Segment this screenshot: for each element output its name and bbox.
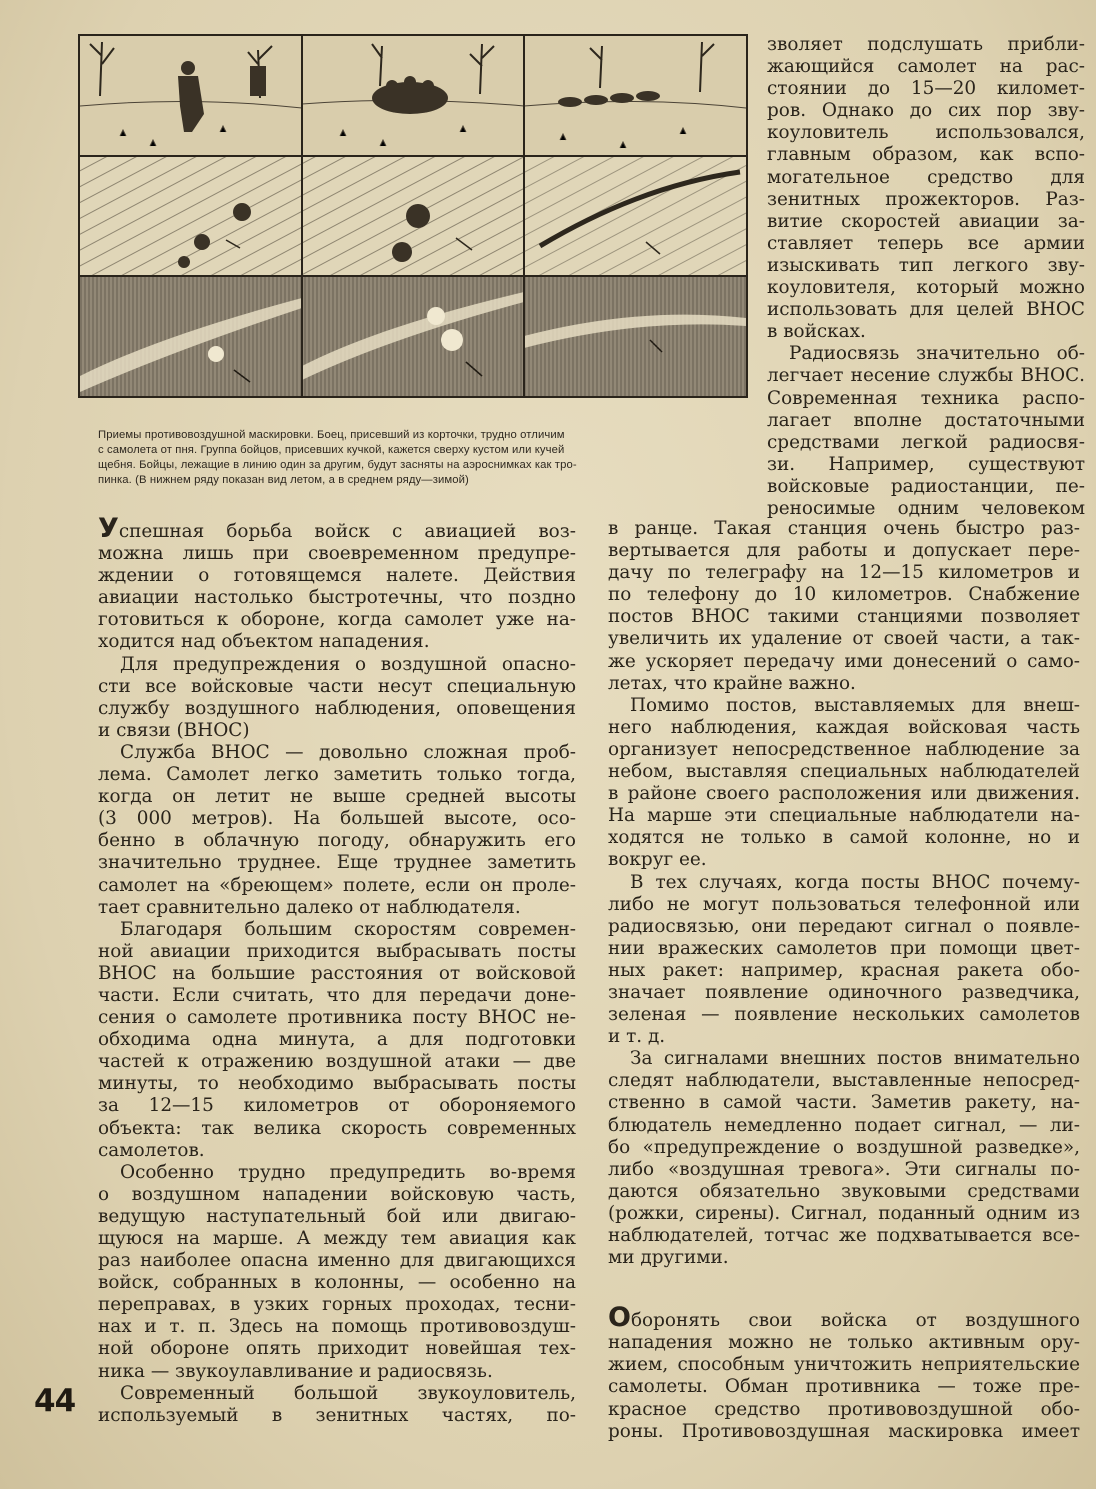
text-line: раз наиболее опасна именно для двигающихся: [98, 1250, 576, 1272]
text-line: можна лишь при своевременном предупре-: [98, 543, 576, 565]
text-line: вертывается для работы и допускает пере-: [608, 540, 1080, 562]
text-line: тает сравнительно далеко от наблюдателя.: [98, 896, 521, 918]
text-line: готовиться к обороне, когда самолет уже на-: [98, 609, 576, 631]
text-line: ных ракет: например, красная ракета обо-: [608, 959, 1080, 981]
text-line: зеленая — появление нескольких самолетов: [608, 1004, 1080, 1026]
text-line: в районе своего расположения или движения.: [608, 783, 1080, 805]
text-line: самолеты. Обман противника — тоже пре-: [608, 1376, 1080, 1398]
text-line: вокруг ее.: [608, 849, 707, 871]
page-number: 44: [34, 1383, 76, 1419]
text-line: В тех случаях, когда посты ВНОС почему-: [630, 871, 1080, 893]
text-line: роны. Противовоздушная маскировка имеет: [608, 1420, 1080, 1442]
text-line: ходятся не только в самой колонне, но и: [608, 827, 1080, 849]
text-line: используемый в зенитных частях, по-: [98, 1404, 576, 1426]
text-line: жием, способным уничтожить неприятельские: [608, 1354, 1080, 1376]
text-line: частей к отражению воздушной атаки — две: [98, 1051, 576, 1073]
text-line: использовать для целей ВНОС: [767, 299, 1085, 321]
text-line: (3 000 метров). На большей высоте, осо-: [98, 808, 576, 830]
text-line: летах, что крайне важно.: [608, 672, 856, 694]
text-line: Помимо постов, выставляемых для внеш-: [630, 694, 1080, 716]
text-line: службу воздушного наблюдения, оповещения: [98, 697, 576, 719]
text-line: лема. Самолет легко заметить только тогда,: [98, 764, 576, 786]
text-line: сения о самолете противника посту ВНОС не-: [98, 1007, 576, 1029]
text-line: блюдатель немедленно подает сигнал, — ли-: [608, 1114, 1080, 1136]
text-line: зенитных прожекторов. Раз-: [767, 188, 1085, 210]
text-line: Для предупреждения о воздушной опасно-: [120, 653, 576, 675]
text-line: по телефону до 10 километров. Снабжение: [608, 584, 1080, 606]
camouflage-illustration: [78, 34, 748, 398]
text-line: либо «воздушная тревога». Эти сигналы по-: [608, 1158, 1080, 1180]
text-line: небом, выставляя специальных наблюдателей: [608, 761, 1080, 783]
text-line: ведущую наступательный бой или двигаю-: [98, 1205, 576, 1227]
text-line: коуловителя, который можно: [767, 277, 1085, 299]
row-1-scenes: [80, 36, 746, 156]
text-line: (рожки, сирены). Сигнал, поданный одним из: [608, 1202, 1080, 1224]
text-line: постов ВНОС такими станциями позволяет: [608, 606, 1080, 628]
text-line: значительно труднее. Еще труднее заметить: [98, 852, 576, 874]
text-line: могательное средство для: [767, 166, 1085, 188]
text-line: ника — звукоулавливание и радиосвязь.: [98, 1360, 493, 1382]
caption-line: пинка. (В нижнем ряду показан вид летом, а в среднем ряду—зимой): [98, 474, 469, 486]
section-gap: [608, 1269, 1080, 1307]
text-line: витие скоростей авиации за-: [767, 210, 1085, 232]
text-line: обходима одна минута, а для подготовки: [98, 1029, 576, 1051]
row-2-winter-aerial: [80, 156, 746, 276]
text-line: Благодаря большим скоростям современ-: [120, 918, 576, 940]
text-line: реносимые одним человеком: [767, 497, 1085, 519]
text-line: значает появление одиночного разведчика,: [608, 981, 1080, 1003]
text-line: На марше эти специальные наблюдатели на-: [608, 805, 1080, 827]
text-line: средствами легкой радиосвя-: [767, 431, 1085, 453]
text-line: красное средство противовоздушной обо-: [608, 1398, 1080, 1420]
text-line: нии вражеских самолетов при помощи цвет-: [608, 937, 1080, 959]
text-line: части. Если считать, что для передачи доне-: [98, 984, 576, 1006]
text-line: же ускоряет передачу ими донесений о само-: [608, 650, 1080, 672]
text-line: самолет на «брeющем» полете, если он проле-: [98, 874, 576, 896]
illustration-caption: [98, 428, 754, 488]
text-line: дачу по телеграфу на 12—15 километров и: [608, 562, 1080, 584]
text-line: Современная техника распо-: [767, 387, 1085, 409]
text-line: радиосвязью, они передают сигнал о появле-: [608, 915, 1080, 937]
text-line: ной обороне опять приходит новейшая тех-: [98, 1338, 576, 1360]
text-line: Особенно трудно предупредить во-время: [120, 1161, 576, 1183]
right-column: [608, 518, 1080, 1443]
text-line: Успешная борьба войск с авиацией воз-: [98, 513, 576, 544]
text-line: за 12—15 километров от обороняемого: [98, 1095, 576, 1117]
text-line: ров. Однако до сих пор зву-: [767, 100, 1085, 122]
text-line: и связи (ВНОС): [98, 719, 250, 741]
text-line: наблюдателей, тотчас же подхватывается все-: [608, 1225, 1080, 1246]
text-line: либо не могут пользоваться телефонной или: [608, 893, 1080, 915]
text-line: о воздушном нападении войсковую часть,: [98, 1183, 576, 1205]
text-line: Современный большой звукоуловитель,: [120, 1382, 576, 1404]
text-line: и т. д.: [608, 1026, 666, 1048]
caption-line: Приемы противовоздушной маскировки. Боец, присевший из корточки, трудно отличим: [98, 429, 565, 441]
text-line: Радиосвязь значительно об-: [789, 343, 1085, 365]
text-line: даются обязательно звуковыми средствами: [608, 1180, 1080, 1202]
text-line: легчает несение службы ВНОС.: [767, 365, 1085, 387]
text-line: ходится над объектом нападения.: [98, 631, 430, 653]
caption-line: с самолета от пня. Группа бойцов, присевших кучкой, кажется сверху кустом или кучей: [98, 444, 565, 456]
text-line: ственно в самой части. Заметив ракету, на-: [608, 1092, 1080, 1114]
text-line: ной авиации приходится выбрасывать посты: [98, 940, 576, 962]
text-line: в войсках.: [767, 321, 866, 343]
text-line: минуты, то необходимо выбрасывать посты: [98, 1073, 576, 1095]
text-line: объекта: так велика скорость современных: [98, 1117, 576, 1139]
text-line: коуловитель использовался,: [767, 122, 1085, 144]
text-line: лагает вполне достаточными: [767, 409, 1085, 431]
text-line: бенно в облачную погоду, обнаружить его: [98, 830, 576, 852]
row-3-summer-aerial: [80, 276, 746, 396]
right-top-column: [767, 34, 1085, 520]
text-line: сти все войсковые части несут специальную: [98, 675, 576, 697]
text-line: Служба ВНОС — довольно сложная проб-: [120, 741, 576, 763]
text-line: авиации настолько быстротечны, что поздно: [98, 587, 576, 609]
text-line: стоянии до 15—20 километ-: [767, 78, 1085, 100]
text-line: самолетов.: [98, 1139, 205, 1161]
text-line: щуюся на марше. А между тем авиация как: [98, 1228, 576, 1249]
text-line: бо «предупреждение о воздушной разведке»,: [608, 1136, 1080, 1158]
text-line: зи. Например, существуют: [767, 453, 1085, 475]
text-line: ми другими.: [608, 1247, 729, 1269]
caption-line: щебня. Бойцы, лежащие в линию один за другим, будут засняты на аэроснимках как тро-: [98, 459, 577, 471]
drop-cap: О: [608, 1302, 631, 1334]
text-line: Оборонять свои войска от воздушного: [608, 1302, 1080, 1334]
text-line: ВНОС на большие расстояния от войсковой: [98, 962, 576, 984]
text-line: когда он летит не выше средней высоты: [98, 786, 576, 808]
text-line: главным образом, как вспо-: [767, 144, 1085, 166]
left-column: [98, 513, 576, 1427]
text-line: в ранце. Такая станция очень быстро раз-: [608, 518, 1080, 539]
text-line: увеличить их удаление от своей части, а так-: [608, 628, 1080, 650]
text-line: переправах, в узких горных проходах, тесни-: [98, 1294, 576, 1316]
illustration-grid-svg: [80, 36, 746, 396]
text-line: войсковые радиостанции, пе-: [767, 475, 1085, 497]
text-line: ждении о готовящемся налете. Действия: [98, 565, 576, 587]
text-line: зволяет подслушать прибли-: [767, 34, 1085, 55]
text-line: За сигналами внешних постов внимательно: [630, 1048, 1080, 1070]
text-line: жающийся самолет на рас-: [767, 56, 1085, 78]
text-line: него наблюдения, каждая войсковая часть: [608, 716, 1080, 738]
text-line: войск, собранных в колонны, — особенно на: [98, 1272, 576, 1294]
text-line: изыскивать тип легкого зву-: [767, 254, 1085, 276]
text-line: следят наблюдатели, выставленные непосред-: [608, 1070, 1080, 1092]
text-line: организует непосредственное наблюдение за: [608, 738, 1080, 760]
text-line: ставляет теперь все армии: [767, 232, 1085, 254]
text-line: нападения можно не только активным ору-: [608, 1332, 1080, 1354]
text-line: нах и т. п. Здесь на помощь противовоздуш-: [98, 1316, 576, 1338]
drop-cap: У: [98, 513, 119, 544]
